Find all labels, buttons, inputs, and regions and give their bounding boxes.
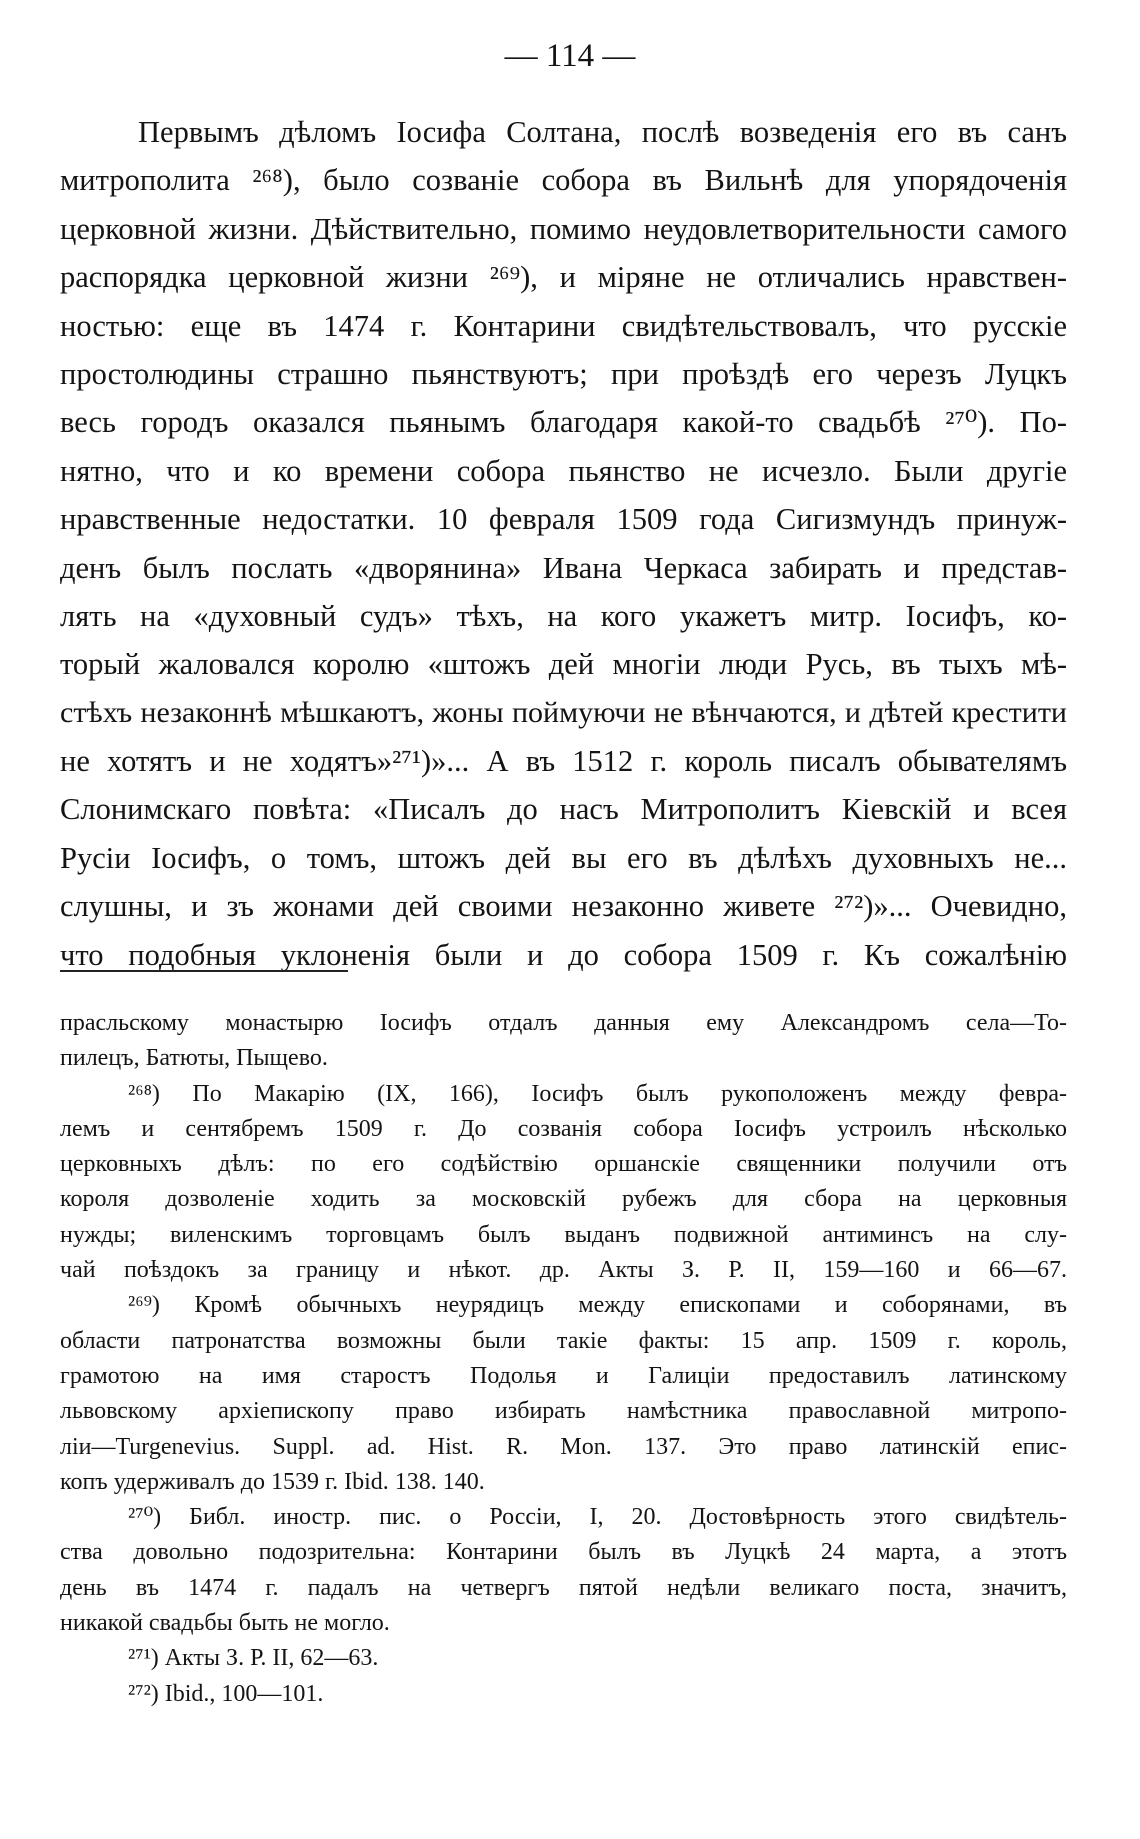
footnote-line: чай поѣздокъ за границу и нѣкот. др. Акты З. Р. II, 159—160 и 66—67. [60, 1257, 1067, 1284]
main-line: нятно, что и ко времени собора пьянство не исчезло. Были другіе [60, 453, 1067, 488]
main-line: торый жаловался королю «штожъ дей многіи люди Русь, въ тыхъ мѣ- [60, 647, 1067, 682]
main-line: Первымъ дѣломъ Іосифа Солтана, послѣ возведенія его въ санъ [138, 115, 1067, 149]
main-line: церковной жизни. Дѣйствительно, помимо неудовлетворительности самого [60, 211, 1067, 246]
footnote-line: копъ удерживалъ до 1539 г. Ibid. 138. 140. [60, 1468, 485, 1495]
footnote-270: ²⁷⁰) Библ. иностр. пис. о Россіи, I, 20. Достовѣрность этого свидѣтель- [128, 1504, 1067, 1531]
footnote-line: ства довольно подозрительна: Контарини былъ въ Луцкѣ 24 марта, а этотъ [60, 1539, 1067, 1566]
main-line: простолюдины страшно пьянствуютъ; при проѣздѣ его черезъ Луцкъ [60, 356, 1067, 391]
footnote-271: ²⁷¹) Акты З. Р. II, 62—63. [128, 1645, 379, 1672]
main-line: лять на «духовный судъ» тѣхъ, на кого укажетъ митр. Іосифъ, ко- [60, 598, 1067, 633]
footnote-separator [60, 970, 348, 972]
main-line: Слонимскаго повѣта: «Писалъ до насъ Митрополитъ Кіевскій и всея [60, 792, 1067, 827]
footnote-269: ²⁶⁹) Кромѣ обычныхъ неурядицъ между епископами и соборянами, въ [128, 1292, 1067, 1319]
footnote-line: ліи—Turgenevius. Suppl. ad. Hist. R. Mon. 137. Это право латинскій епис- [60, 1433, 1067, 1460]
main-line: нравственные недостатки. 10 февраля 1509 года Сигизмундъ принуж- [60, 502, 1067, 537]
footnote-line: прасльскому монастырю Іосифъ отдалъ данныя ему Александромъ села—То- [60, 1010, 1067, 1036]
main-line: денъ былъ послать «дворянина» Ивана Черкаса забирать и представ- [60, 550, 1067, 585]
footnote-line: грамотою на имя старостъ Подолья и Галиціи предоставилъ латинскому [60, 1362, 1067, 1389]
main-line: не хотятъ и не ходятъ»²⁷¹)»... А въ 1512 г. король писалъ обывателямъ [60, 744, 1067, 779]
footnote-line: короля дозволеніе ходить за московскій рубежъ для сбора на церковныя [60, 1186, 1067, 1213]
page-number: — 114 — [504, 38, 636, 74]
footnote-line: лемъ и сентябремъ 1509 г. До созванія собора Іосифъ устроилъ нѣсколько [60, 1115, 1067, 1142]
footnote-268: ²⁶⁸) По Макарію (IX, 166), Іосифъ былъ рукоположенъ между февра- [128, 1080, 1067, 1107]
main-line: что подобныя уклоненія были и до собора 1509 г. Къ сожалѣнію [60, 937, 1067, 972]
main-line: ностью: еще въ 1474 г. Контарини свидѣтельствовалъ, что русскіе [60, 308, 1067, 343]
main-line: слушны, и зъ жонами дей своими незаконно живете ²⁷²)»... Очевидно, [60, 889, 1067, 924]
footnote-line: день въ 1474 г. падалъ на четвергъ пятой недѣли великаго поста, значитъ, [60, 1574, 1067, 1601]
footnote-line: львовскому архіепископу право избирать намѣстника православной митропо- [60, 1398, 1067, 1425]
footnote-line: пилецъ, Батюты, Пыщево. [60, 1045, 328, 1072]
main-line: стѣхъ незаконнѣ мѣшкаютъ, жоны поймуючи не вѣнчаются, и дѣтей крестити [60, 695, 1067, 729]
main-line: распорядка церковной жизни ²⁶⁹), и міряне не отличались нравствен- [60, 260, 1067, 295]
footnotes [60, 1006, 1067, 1712]
footnote-272: ²⁷²) Ibid., 100—101. [128, 1680, 324, 1707]
footnote-line: церковныхъ дѣлъ: по его содѣйствію оршанскіе священники получили отъ [60, 1151, 1067, 1178]
main-line: весь городъ оказался пьянымъ благодаря какой-то свадьбѣ ²⁷⁰). По- [60, 405, 1067, 440]
footnote-line: нужды; виленскимъ торговцамъ былъ выданъ подвижной антиминсъ на слу- [60, 1221, 1067, 1248]
footnote-line: никакой свадьбы быть не могло. [60, 1610, 390, 1637]
main-line: митрополита ²⁶⁸), было созваніе собора въ Вильнѣ для упорядоченія [60, 163, 1067, 198]
main-text [60, 108, 1067, 979]
main-line: Русіи Іосифъ, о томъ, штожъ дей вы его въ дѣлѣхъ духовныхъ не... [60, 840, 1067, 875]
footnote-line: области патронатства возможны были такіе факты: 15 апр. 1509 г. король, [60, 1327, 1067, 1354]
